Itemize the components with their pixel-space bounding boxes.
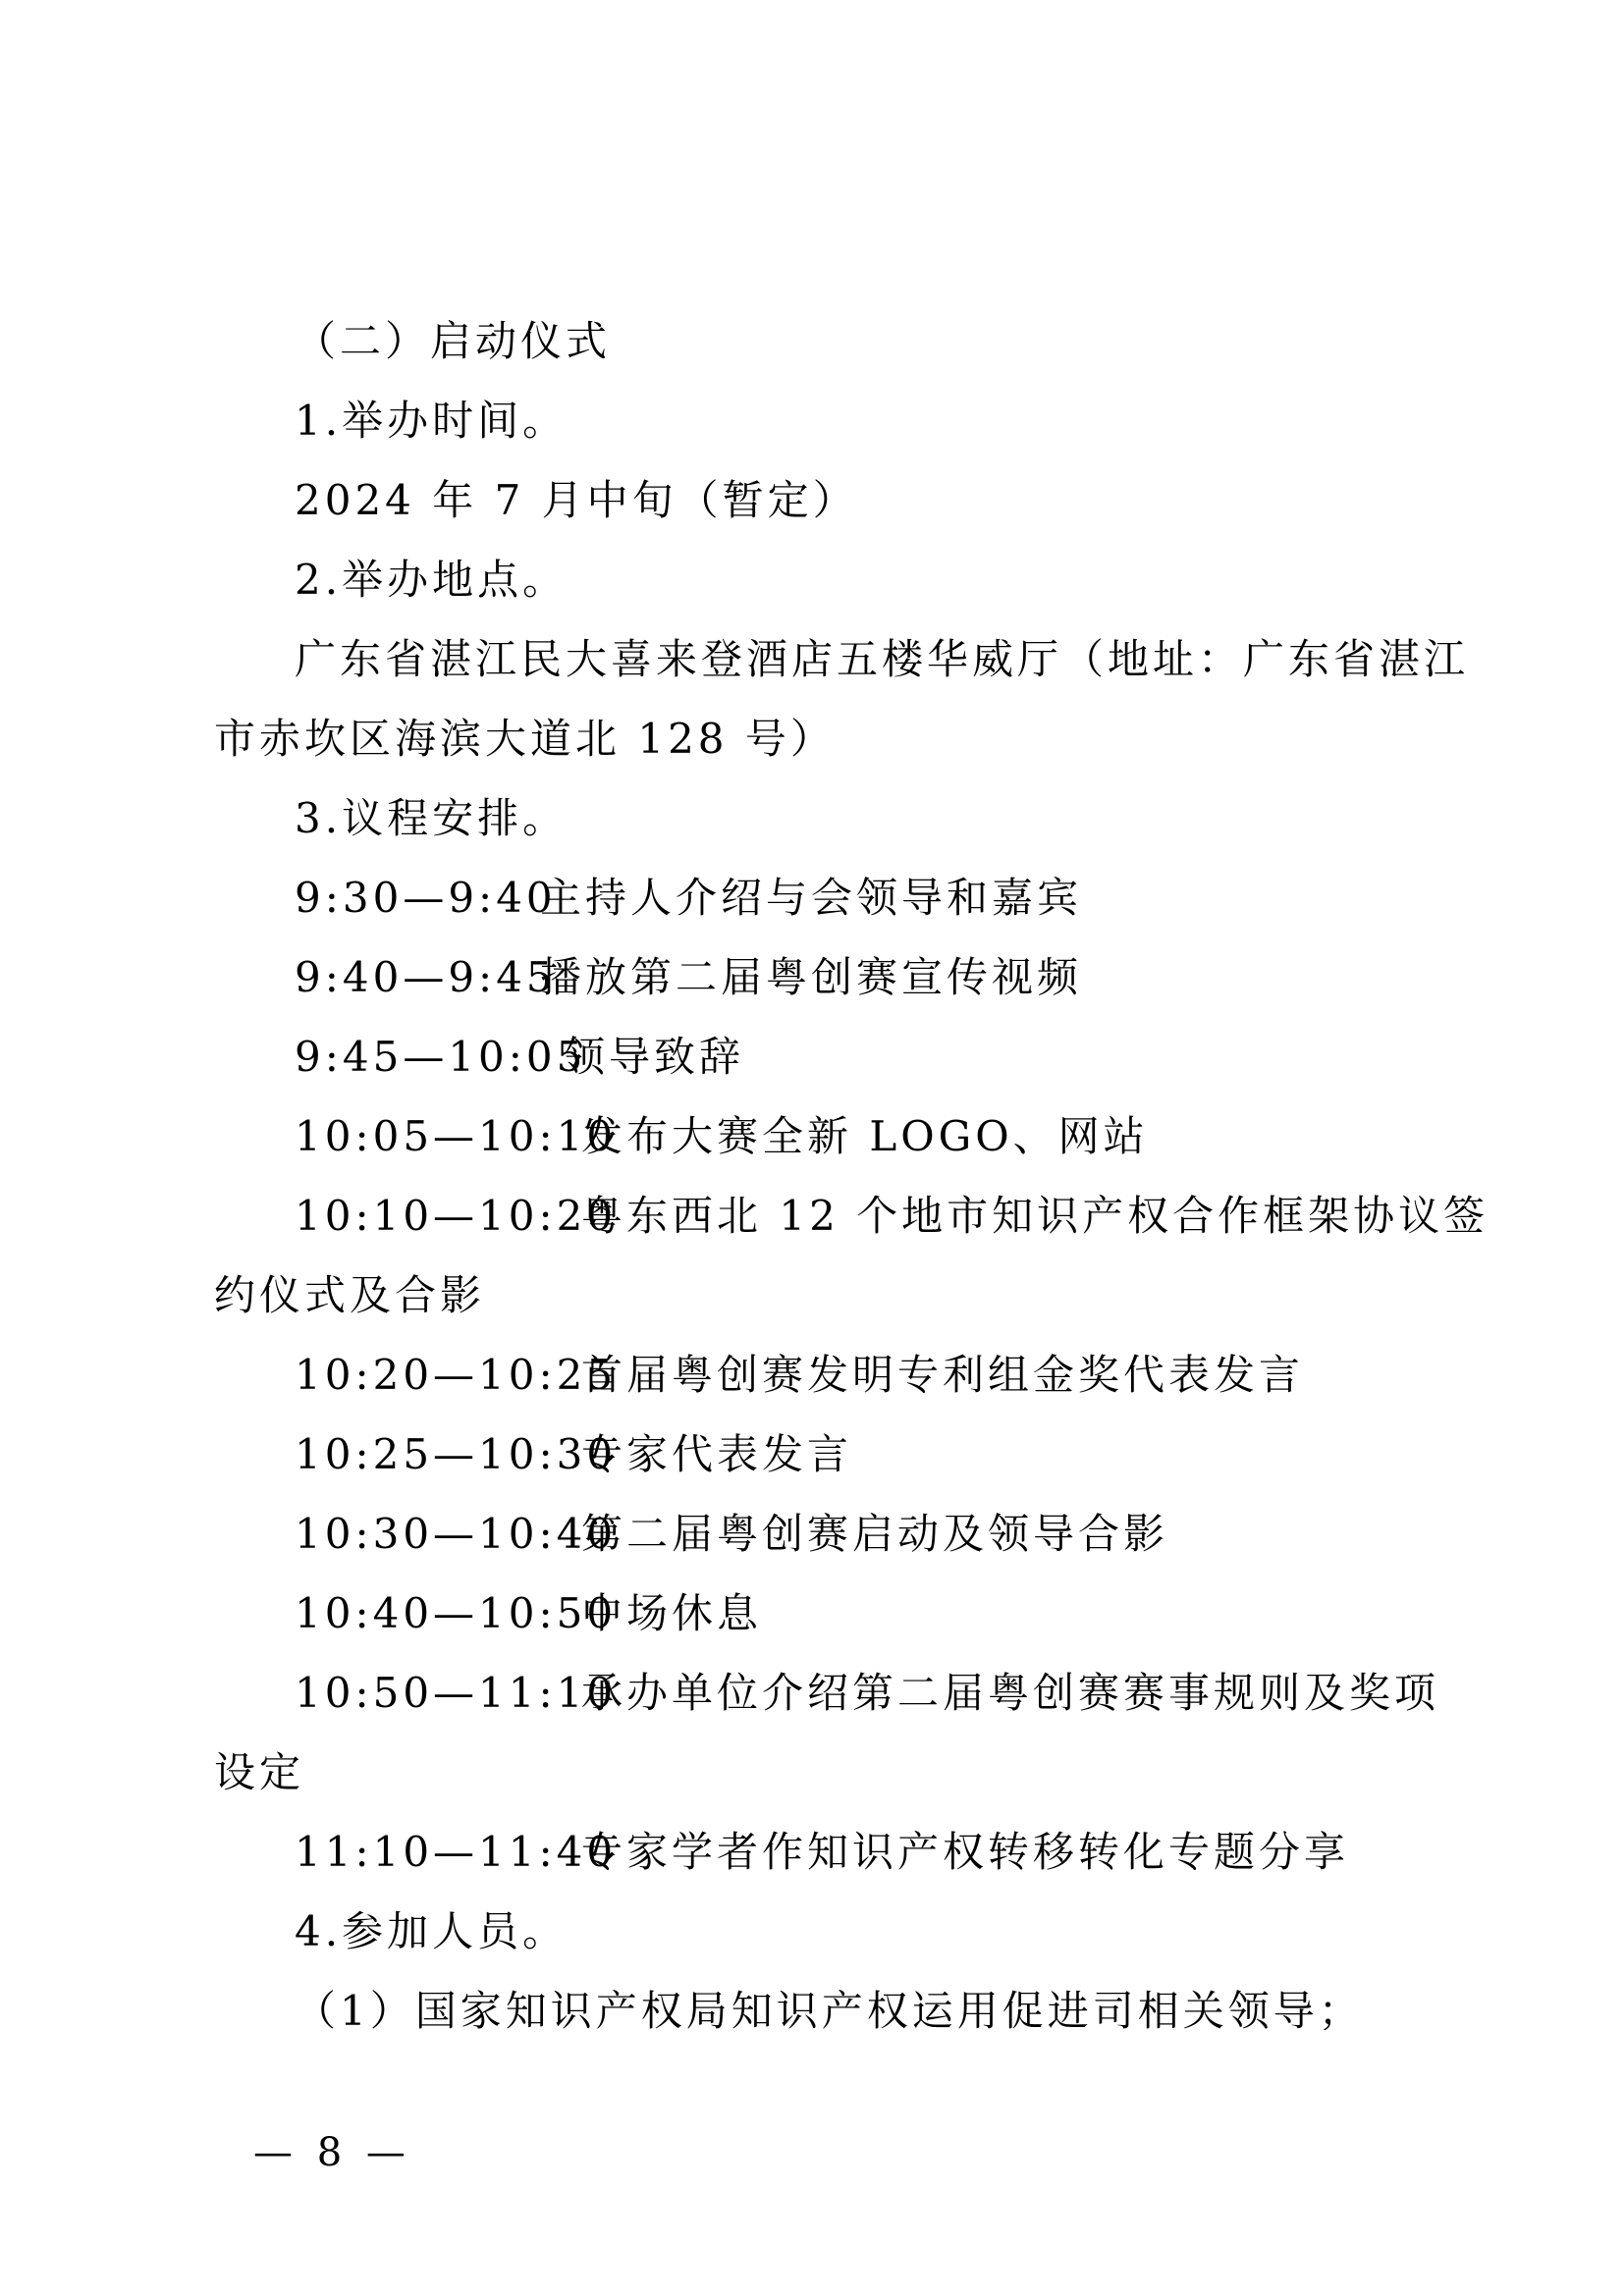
agenda-heading: 3.议程安排。 [295, 794, 568, 842]
agenda-row [295, 1827, 1349, 1878]
agenda-item: 专家代表发言 [581, 1430, 853, 1478]
agenda-time: 9:40—9:45 [295, 953, 557, 1001]
place-heading: 2.举办地点。 [295, 556, 568, 604]
agenda-item: 中场休息 [581, 1589, 763, 1637]
agenda-item: 粤东西北 12 个地市知识产权合作框架协议签 [581, 1192, 1489, 1240]
agenda-row [295, 1588, 762, 1639]
agenda-row [295, 1191, 1489, 1242]
agenda-time: 10:25—10:30 [295, 1430, 618, 1478]
place-line-1: 广东省湛江民大喜来登酒店五楼华威厅（地址：广东省湛江 [295, 635, 1470, 683]
time-value: 2024 年 7 月中旬（暂定） [295, 476, 858, 524]
section-heading: （二）启动仪式 [295, 317, 612, 365]
place-line-2: 市赤坎区海滨大道北 128 号） [214, 715, 836, 763]
agenda-item: 发布大赛全新 LOGO、网站 [581, 1112, 1149, 1160]
attendee-item: （1）国家知识产权局知识产权运用促进司相关领导； [295, 1987, 1364, 2035]
agenda-item: 首届粤创赛发明专利组金奖代表发言 [581, 1351, 1305, 1399]
agenda-item: 播放第二届粤创赛宣传视频 [540, 953, 1083, 1001]
agenda-row [295, 952, 1082, 1003]
agenda-item: 领导致辞 [564, 1033, 745, 1081]
time-heading: 1.举办时间。 [295, 397, 568, 445]
agenda-time: 10:10—10:20 [295, 1192, 618, 1240]
agenda-item: 第二届粤创赛启动及领导合影 [581, 1510, 1169, 1558]
agenda-item-continuation: 设定 [214, 1748, 305, 1796]
agenda-time: 10:30—10:40 [295, 1510, 618, 1558]
agenda-row [295, 1032, 744, 1083]
agenda-row [295, 1509, 1168, 1560]
agenda-time: 10:05—10:10 [295, 1112, 618, 1160]
attendees-heading: 4.参加人员。 [295, 1907, 568, 1955]
agenda-item: 主持人介绍与会领导和嘉宾 [540, 874, 1083, 922]
agenda-time: 10:40—10:50 [295, 1589, 618, 1637]
agenda-item: 专家学者作知识产权转移转化专题分享 [581, 1828, 1350, 1876]
agenda-time: 11:10—11:40 [295, 1828, 618, 1876]
agenda-row [295, 1668, 1439, 1719]
agenda-row [295, 1429, 852, 1480]
page-number: — 8 — [253, 2130, 411, 2175]
agenda-time: 10:20—10:25 [295, 1351, 618, 1399]
agenda-row [295, 873, 1082, 924]
agenda-row [295, 1111, 1149, 1162]
agenda-time: 9:30—9:40 [295, 874, 557, 922]
agenda-item: 承办单位介绍第二届粤创赛赛事规则及奖项 [581, 1669, 1440, 1717]
agenda-row [295, 1350, 1304, 1401]
agenda-item-continuation: 约仪式及合影 [214, 1271, 486, 1319]
agenda-time: 9:45—10:05 [295, 1033, 587, 1081]
agenda-time: 10:50—11:10 [295, 1669, 618, 1717]
